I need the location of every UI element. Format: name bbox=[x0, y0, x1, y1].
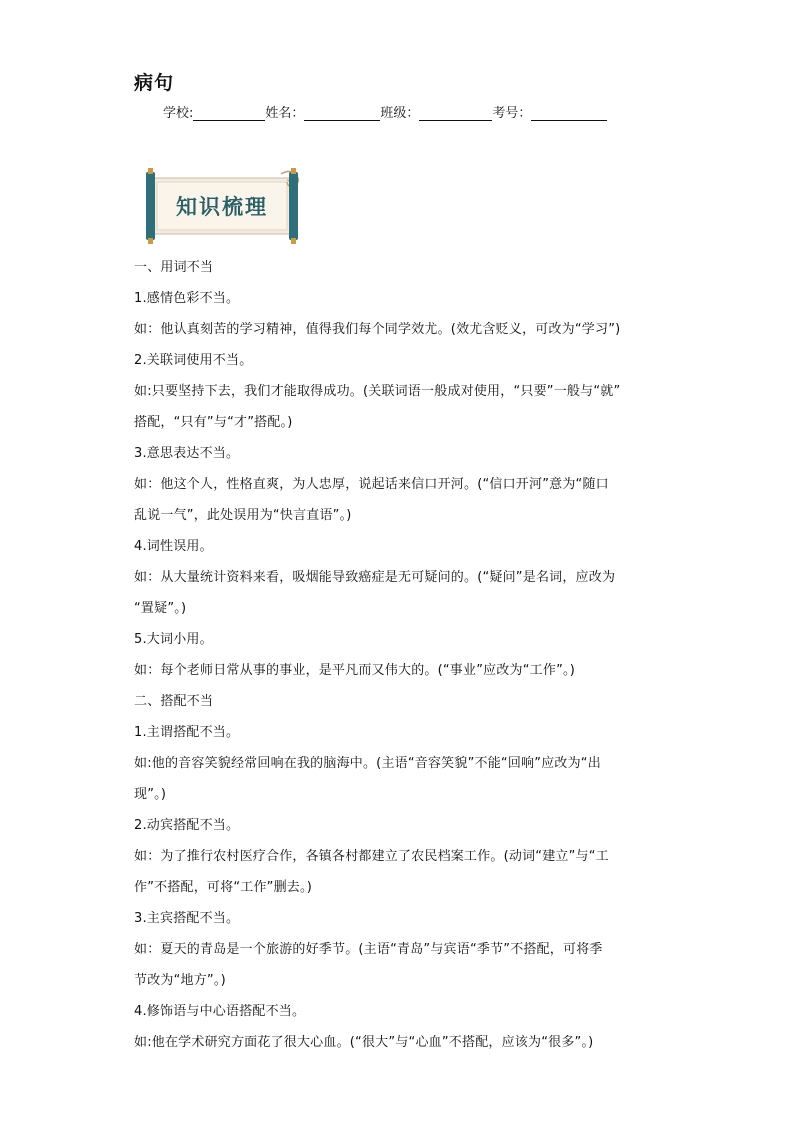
example-line: 乱说一气”，此处误用为“快言直语”。) bbox=[134, 508, 352, 523]
list-item-heading: 1.感情色彩不当。 bbox=[134, 291, 240, 306]
list-item-heading: 3.主宾搭配不当。 bbox=[134, 911, 240, 926]
exam-no-blank bbox=[531, 105, 607, 121]
list-item-heading: 4.词性误用。 bbox=[134, 539, 213, 554]
list-item-heading: 5.大词小用。 bbox=[134, 632, 213, 647]
class-blank bbox=[419, 105, 492, 121]
list-item-heading: 2.关联词使用不当。 bbox=[134, 353, 253, 368]
example-line: 如：为了推行农村医疗合作，各镇各村都建立了农民档案工作。(动词“建立”与“工 bbox=[134, 849, 609, 864]
example-line: 如：每个老师日常从事的事业，是平凡而又伟大的。(“事业”应改为“工作”。) bbox=[134, 663, 575, 678]
list-item-heading: 1.主谓搭配不当。 bbox=[134, 725, 240, 740]
student-info-line bbox=[163, 102, 607, 121]
example-line: 如:他在学术研究方面花了很大心血。(“很大”与“心血”不搭配，应该为“很多”。) bbox=[134, 1035, 594, 1050]
example-line: 如:他的音容笑貌经常回响在我的脑海中。(主语“音容笑貌”不能“回响”应改为“出 bbox=[134, 756, 601, 771]
knowledge-banner bbox=[143, 168, 303, 244]
example-line: “置疑”。) bbox=[134, 601, 187, 616]
content-body bbox=[134, 252, 664, 1058]
name-label: 姓名： bbox=[265, 106, 305, 121]
scroll-banner-icon bbox=[143, 168, 303, 244]
banner-text: 知识梳理 bbox=[176, 194, 268, 219]
example-line: 搭配，“只有”与“才”搭配。) bbox=[134, 415, 293, 430]
list-item-heading: 4.修饰语与中心语搭配不当。 bbox=[134, 1004, 306, 1019]
list-item-heading: 3.意思表达不当。 bbox=[134, 446, 240, 461]
example-line: 如:只要坚持下去，我们才能取得成功。(关联词语一般成对使用，“只要”一般与“就” bbox=[134, 384, 621, 399]
example-line: 如：夏天的青岛是一个旅游的好季节。(主语“青岛”与宾语“季节”不搭配，可将季 bbox=[134, 942, 603, 957]
name-blank bbox=[304, 105, 380, 121]
example-line: 节改为“地方”。) bbox=[134, 973, 226, 988]
example-line: 如：他这个人，性格直爽，为人忠厚，说起话来信口开河。(“信口开河”意为“随口 bbox=[134, 477, 609, 492]
example-line: 如：他认真刻苦的学习精神，值得我们每个同学效尤。(效尤含贬义，可改为“学习”) bbox=[134, 322, 621, 337]
list-item-heading: 2.动宾搭配不当。 bbox=[134, 818, 240, 833]
example-line: 作”不搭配，可将“工作”删去。) bbox=[134, 880, 312, 895]
example-line: 现”。) bbox=[134, 787, 167, 802]
exam-no-label: 考号： bbox=[492, 106, 532, 121]
class-label: 班级： bbox=[380, 106, 420, 121]
page-title: 病句 bbox=[134, 72, 175, 94]
school-label: 学校: bbox=[163, 106, 194, 121]
section-heading-1: 一、用词不当 bbox=[134, 260, 214, 275]
section-heading-2: 二、搭配不当 bbox=[134, 694, 214, 709]
example-line: 如：从大量统计资料来看，吸烟能导致癌症是无可疑问的。(“疑问”是名词，应改为 bbox=[134, 570, 616, 585]
school-blank bbox=[193, 105, 265, 121]
